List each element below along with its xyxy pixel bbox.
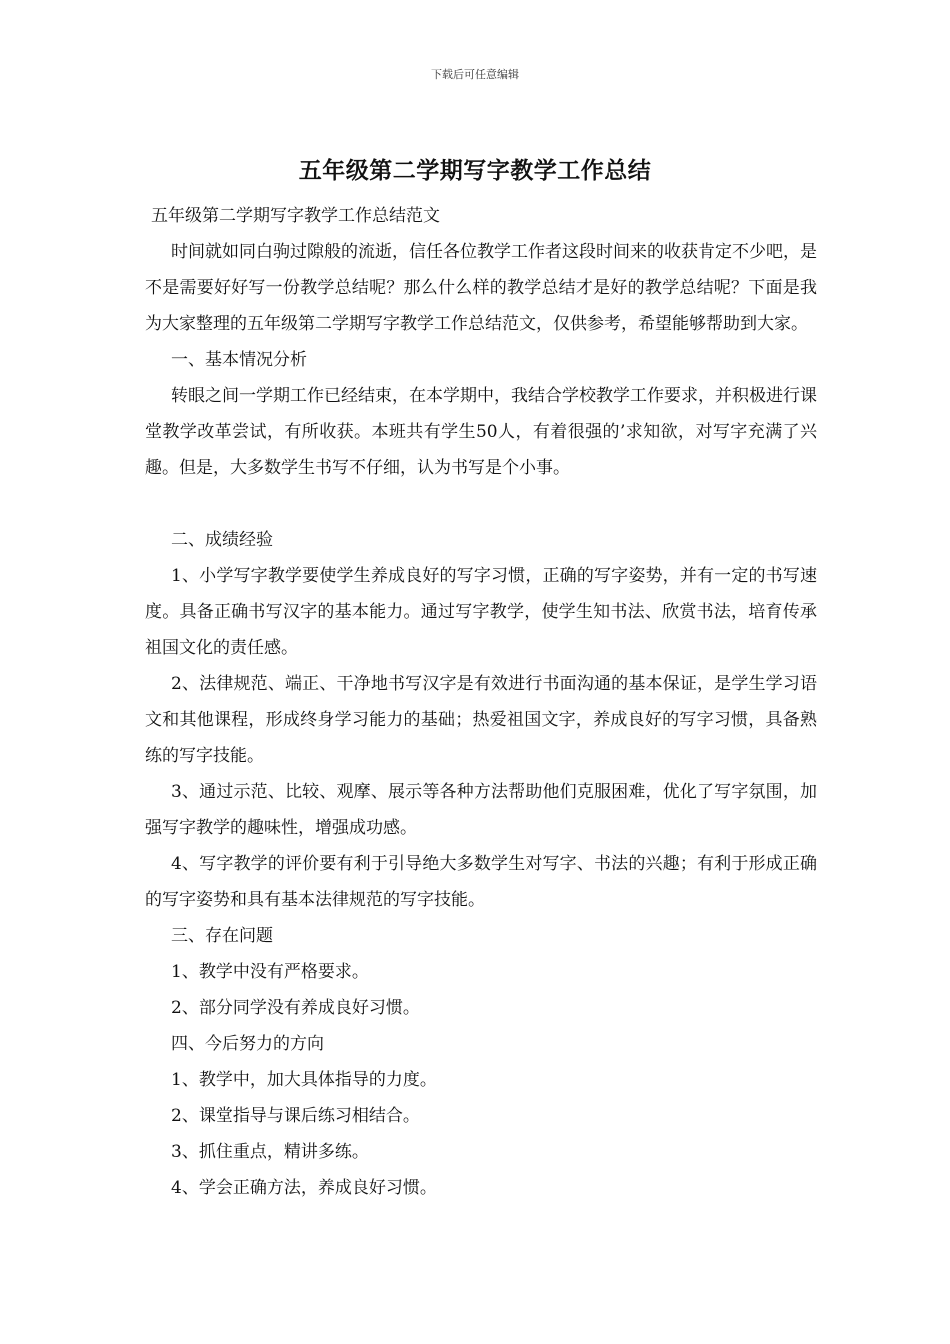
section-paragraph-basic-situation: 转眼之间一学期工作已经结束，在本学期中，我结合学校教学工作要求，并积极进行课堂教学改革尝试，有所收获。本班共有学生50人，有着很强的’求知欲，对写字充满了兴趣。但是，大多数学生书写不仔细，认为书写是个小事。 <box>145 386 817 478</box>
section-heading-problems: 三、存在问题 <box>171 926 273 946</box>
achievement-item: 4、写字教学的评价要有利于引导绝大多数学生对写字、书法的兴趣；有利于形成正确的写字姿势和具有基本法律规范的写字技能。 <box>145 854 817 910</box>
direction-item: 2、课堂指导与课后练习相结合。 <box>171 1106 420 1126</box>
direction-item: 4、学会正确方法，养成良好习惯。 <box>171 1178 437 1198</box>
problem-item: 1、教学中没有严格要求。 <box>171 962 369 982</box>
document-title: 五年级第二学期写字教学工作总结 <box>298 157 652 184</box>
problem-item: 2、部分同学没有养成良好习惯。 <box>171 998 420 1018</box>
direction-item: 3、抓住重点，精讲多练。 <box>171 1142 369 1162</box>
section-heading-future-direction: 四、今后努力的方向 <box>171 1034 324 1054</box>
blank-line <box>145 486 817 522</box>
achievement-item: 1、小学写字教学要使学生养成良好的写字习惯，正确的写字姿势，并有一定的书写速度。具备正确书写汉字的基本能力。通过写字教学，使学生知书法、欣赏书法，培育传承祖国文化的责任感。 <box>145 566 817 658</box>
achievement-item: 3、通过示范、比较、观摩、展示等各种方法帮助他们克服困难，优化了写字氛围，加强写字教学的趣味性，增强成功感。 <box>145 782 817 838</box>
section-heading-achievements: 二、成绩经验 <box>171 530 273 550</box>
header-note: 下载后可任意编辑 <box>431 68 519 81</box>
document-subtitle: 五年级第二学期写字教学工作总结范文 <box>151 206 440 226</box>
document-body <box>145 198 817 1206</box>
section-heading-basic-situation: 一、基本情况分析 <box>171 350 307 370</box>
direction-item: 1、教学中，加大具体指导的力度。 <box>171 1070 437 1090</box>
achievement-item: 2、法律规范、端正、干净地书写汉字是有效进行书面沟通的基本保证，是学生学习语文和其他课程，形成终身学习能力的基础；热爱祖国文字，养成良好的写字习惯，具备熟练的写字技能。 <box>145 674 817 766</box>
intro-paragraph: 时间就如同白驹过隙般的流逝，信任各位教学工作者这段时间来的收获肯定不少吧，是不是需要好好写一份教学总结呢？那么什么样的教学总结才是好的教学总结呢？下面是我为大家整理的五年级第二学期写字教学工作总结范文，仅供参考，希望能够帮助到大家。 <box>145 242 817 334</box>
